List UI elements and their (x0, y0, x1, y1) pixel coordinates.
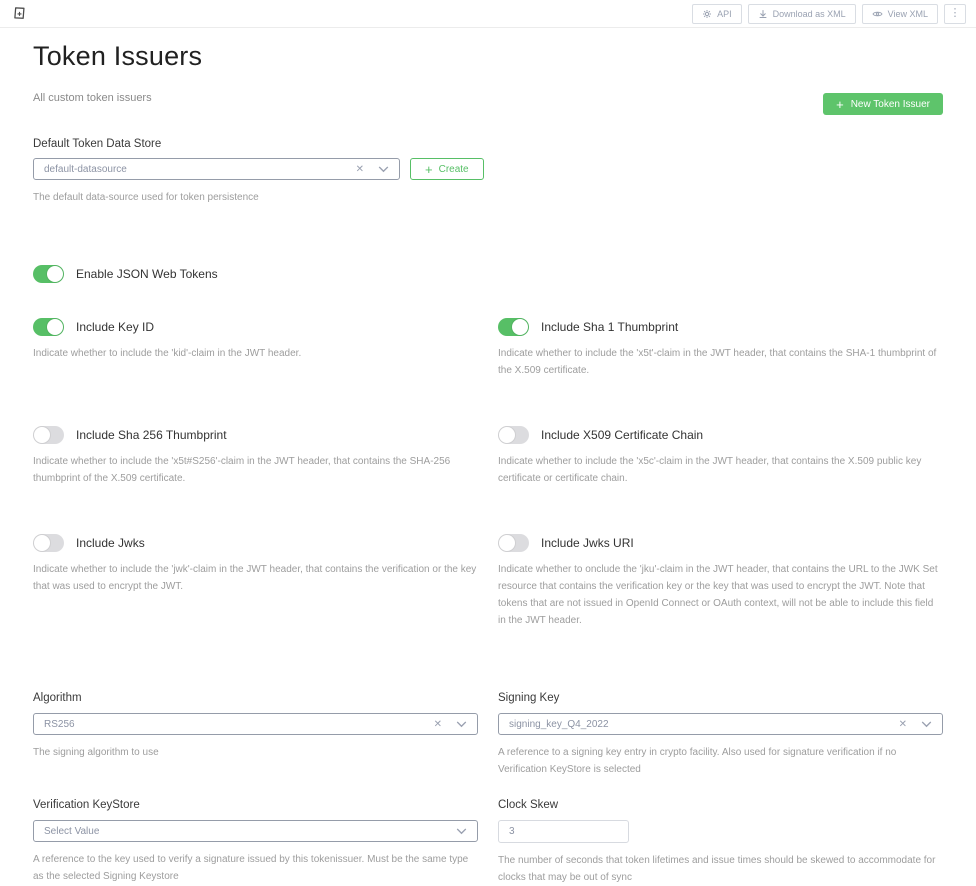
verification-keystore-label: Verification KeyStore (33, 799, 140, 811)
include-key-id-help: Indicate whether to include the 'kid'-claim in the JWT header. (33, 348, 302, 359)
algorithm-help: The signing algorithm to use (33, 747, 159, 758)
more-options-button[interactable] (944, 4, 966, 24)
include-key-id-label: Include Key ID (76, 320, 155, 334)
chevron-down-icon[interactable] (456, 828, 467, 835)
include-sha1-toggle[interactable] (498, 318, 529, 336)
toggle-grid (33, 318, 943, 676)
chevron-down-icon[interactable] (456, 721, 467, 728)
enable-jwt-toggle[interactable] (33, 265, 64, 283)
api-button[interactable] (692, 4, 742, 24)
new-token-issuer-label: New Token Issuer (850, 98, 930, 110)
default-token-data-store-select[interactable] (33, 158, 400, 180)
clock-skew-field (498, 799, 943, 886)
verification-keystore-select[interactable] (33, 820, 478, 842)
include-jwks-uri-toggle[interactable] (498, 534, 529, 552)
algorithm-value: RS256 (44, 718, 75, 730)
algorithm-signing-grid (33, 692, 943, 778)
verification-keystore-field (33, 799, 478, 886)
default-token-data-store-help: The default data-source used for token persistence (33, 192, 259, 203)
eye-icon (872, 9, 883, 19)
verification-keystore-help: A reference to the key used to verify a signature issued by this tokenissuer. Must be the same type as the selected Signing Keystore (33, 854, 469, 882)
plus-icon: + (425, 161, 433, 177)
clock-skew-label: Clock Skew (498, 799, 559, 811)
default-token-data-store-label: Default Token Data Store (33, 138, 162, 150)
include-key-id-toggle[interactable] (33, 318, 64, 336)
algorithm-label: Algorithm (33, 692, 82, 704)
toggle-knob (499, 535, 515, 551)
toggle-knob (34, 427, 50, 443)
page-subtitle: All custom token issuers (33, 92, 152, 104)
new-token-issuer-button[interactable] (823, 93, 943, 115)
include-x509-toggle[interactable] (498, 426, 529, 444)
clear-icon[interactable]: ✕ (355, 163, 364, 175)
include-jwks-field (33, 534, 478, 629)
include-x509-help: Indicate whether to include the 'x5c'-claim in the JWT header, that contains the X.509 public key certificate or certificate chain. (498, 456, 922, 484)
download-as-xml-button[interactable] (748, 4, 856, 24)
chevron-down-icon[interactable] (921, 721, 932, 728)
include-sha256-toggle[interactable] (33, 426, 64, 444)
gear-icon (702, 9, 712, 19)
signing-key-select[interactable] (498, 713, 943, 735)
toggle-knob (47, 266, 63, 282)
toggle-knob (499, 427, 515, 443)
signing-key-help: A reference to a signing key entry in crypto facility. Also used for signature verification if no Verification KeyStore is selected (498, 747, 897, 775)
topbar (0, 0, 976, 28)
include-sha1-label: Include Sha 1 Thumbprint (541, 320, 679, 334)
include-jwks-uri-label: Include Jwks URI (541, 536, 634, 550)
clear-icon[interactable]: ✕ (433, 718, 442, 730)
chevron-down-icon[interactable] (378, 166, 389, 173)
create-datastore-button[interactable] (410, 158, 484, 180)
signing-key-field (498, 692, 943, 778)
default-token-data-store-value: default-datasource (44, 163, 127, 175)
include-sha1-field (498, 318, 943, 379)
include-x509-label: Include X509 Certificate Chain (541, 428, 704, 442)
api-button-label: API (717, 8, 732, 19)
algorithm-select[interactable] (33, 713, 478, 735)
download-as-xml-label: Download as XML (772, 8, 846, 19)
clear-icon[interactable]: ✕ (898, 718, 907, 730)
verification-clockskew-grid (33, 799, 943, 886)
clock-skew-input[interactable] (498, 820, 629, 843)
default-token-data-store-section (33, 138, 943, 206)
view-xml-button[interactable] (862, 4, 938, 24)
enable-jwt-row (33, 265, 943, 283)
clock-skew-help: The number of seconds that token lifetimes and issue times should be skewed to accommodate for clocks that may be out of sync (498, 855, 936, 883)
signing-key-label: Signing Key (498, 692, 560, 704)
download-icon (758, 9, 768, 19)
include-jwks-toggle[interactable] (33, 534, 64, 552)
create-datastore-label: Create (438, 163, 469, 175)
include-sha256-field (33, 426, 478, 487)
kebab-icon: ⋮ (949, 7, 961, 19)
app-logo-icon (10, 4, 29, 23)
include-sha256-help: Indicate whether to include the 'x5t#S256'-claim in the JWT header, that contains the SHA-256 thumbprint of the X.509 certificate. (33, 456, 451, 484)
page-title: Token Issuers (33, 41, 203, 71)
include-x509-field (498, 426, 943, 487)
include-sha1-help: Indicate whether to include the 'x5t'-claim in the JWT header, that contains the SHA-1 thumbprint of the X.509 certificate. (498, 348, 937, 376)
main-content (0, 41, 976, 886)
include-jwks-help: Indicate whether to include the 'jwk'-claim in the JWT header, that contains the verification or the key that was used to encrypt the JWT. (33, 564, 477, 592)
include-jwks-uri-field (498, 534, 943, 629)
include-sha256-label: Include Sha 256 Thumbprint (76, 428, 227, 442)
algorithm-field (33, 692, 478, 778)
signing-key-value: signing_key_Q4_2022 (509, 718, 609, 730)
plus-icon: + (836, 96, 844, 112)
enable-jwt-label: Enable JSON Web Tokens (76, 267, 218, 281)
view-xml-label: View XML (887, 8, 928, 19)
include-key-id-field (33, 318, 478, 379)
include-jwks-uri-help: Indicate whether to onclude the 'jku'-claim in the JWT header, that contains the URL to the JWK Set resource that contains the verification key or the key that was used to encrypt the JWT. Note that tokens that are not issued in OpenId Connect or OAuth context, will not be able to include this field in the JWT header. (498, 564, 938, 626)
toggle-knob (47, 319, 63, 335)
toggle-knob (34, 535, 50, 551)
verification-keystore-placeholder: Select Value (44, 825, 100, 837)
toggle-knob (512, 319, 528, 335)
topbar-actions (692, 4, 966, 24)
include-jwks-label: Include Jwks (76, 536, 145, 550)
